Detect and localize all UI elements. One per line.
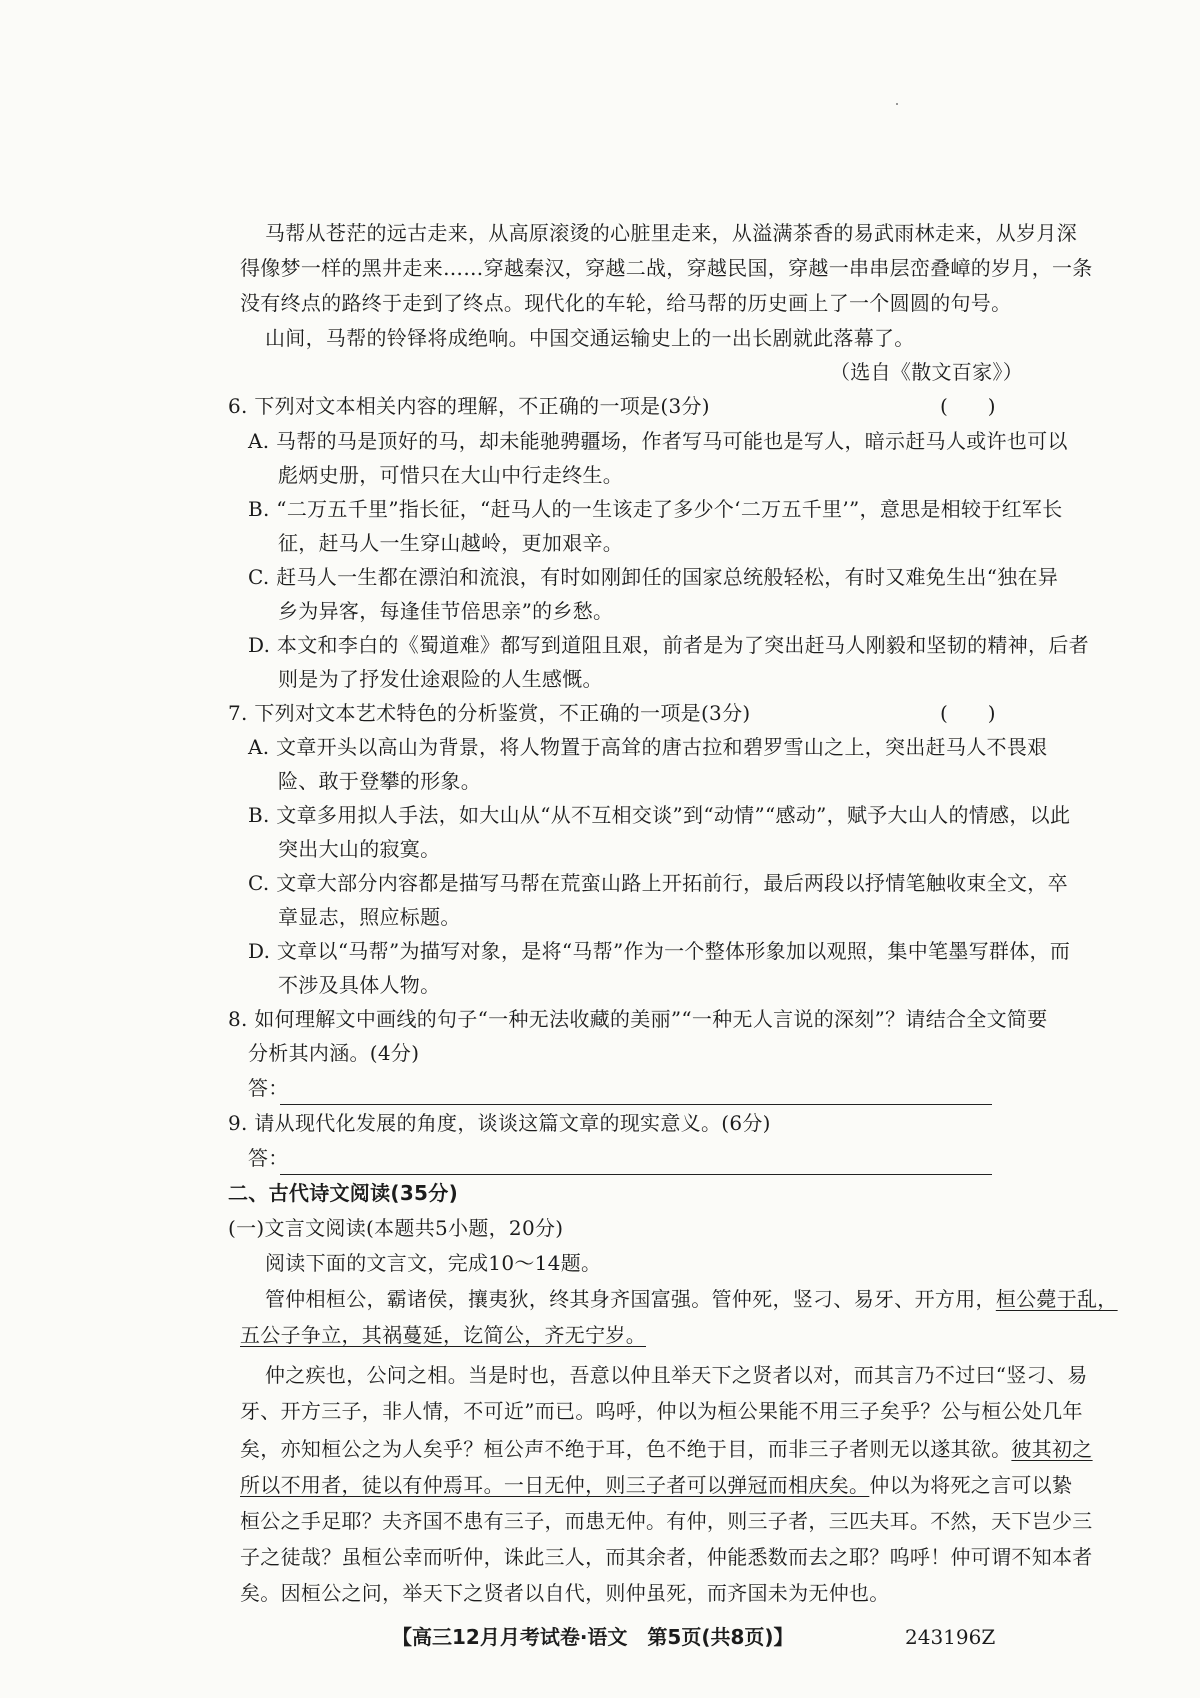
q9-answer-label: 答：: [248, 1146, 289, 1170]
q6-option-b: B. “二万五千里”指长征，“赶马人的一生该走了多少个‘二万五千里’”，意思是相较于红军长: [248, 497, 1063, 521]
q7-option-b: B. 文章多用拟人手法，如大山从“从不互相交谈”到“动情”“感动”，赋予大山人的情感，以此: [248, 803, 1071, 827]
q8-stem-cont: 分析其内涵。(4分): [248, 1041, 420, 1065]
classical-text-line: 仲之疾也，公问之相。当是时也，吾意以仲且举天下之贤者以对，而其言乃不过曰“竖刁、易: [265, 1363, 1088, 1387]
q6-option-a: A. 马帮的马是顶好的马，却未能驰骋疆场，作者写马可能也是写人，暗示赶马人或许也可以: [248, 429, 1068, 453]
underlined-sentence: 彼其初之: [1011, 1437, 1093, 1461]
classical-text-line: [240, 1320, 646, 1350]
classical-text-line: 牙、开方三子，非人情，不可近”而已。呜呼，仲以为桓公果能不用三子矣乎？公与桓公处几年: [240, 1399, 1083, 1423]
q7-option-a-cont: 险、敢于登攀的形象。: [278, 769, 481, 793]
q7-stem: 7. 下列对文本艺术特色的分析鉴赏，不正确的一项是(3分): [228, 701, 751, 725]
classical-text-span: 管仲相桓公，霸诸侯，攘夷狄，终其身齐国富强。管仲死，竖刁、易牙、开方用，: [265, 1287, 996, 1311]
classical-text-span: 矣，亦知桓公之为人矣乎？桓公声不绝于耳，色不绝于目，而非三子者则无以遂其欲。: [240, 1437, 1012, 1461]
q6-option-a-cont: 彪炳史册，可惜只在大山中行走终生。: [278, 463, 624, 487]
q7-option-b-cont: 突出大山的寂寞。: [278, 837, 441, 861]
q8-answer-blank[interactable]: [280, 1104, 992, 1105]
q7-answer-paren: ( ): [940, 701, 996, 725]
q7-option-d: D. 文章以“马帮”为描写对象，是将“马帮”作为一个整体形象加以观照，集中笔墨写群体，而: [248, 939, 1071, 963]
classical-text-line: [240, 1470, 1072, 1500]
q8-stem: 8. 如何理解文中画线的句子“一种无法收藏的美丽”“一种无人言说的深刻”？请结合全文简要: [228, 1007, 1048, 1031]
q6-option-c-cont: 乡为异客，每逢佳节倍思亲”的乡愁。: [278, 599, 614, 623]
q9-answer-blank[interactable]: [280, 1174, 992, 1175]
classical-text-line: 桓公之手足耶？夫齐国不患有三子，而患无仲。有仲，则三子者，三匹夫耳。不然，天下岂少三: [240, 1509, 1093, 1533]
classical-text-line: 矣。因桓公之问，举天下之贤者以自代，则仲虽死，而齐国未为无仲也。: [240, 1581, 890, 1605]
section-heading: 二、古代诗文阅读(35分): [228, 1181, 459, 1205]
q8-answer-label: 答：: [248, 1076, 289, 1100]
classical-text-span: 仲以为将死之言可以絷: [869, 1473, 1073, 1497]
q7-option-d-cont: 不涉及具体人物。: [278, 973, 441, 997]
q7-option-a: A. 文章开头以高山为背景，将人物置于高耸的唐古拉和碧罗雪山之上，突出赶马人不畏艰: [248, 735, 1048, 759]
passage-source: （选自《散文百家》）: [830, 360, 1023, 384]
underlined-sentence: 所以不用者，徒以有仲焉耳。一日无仲，则三子者可以弹冠而相庆矣。: [240, 1473, 870, 1497]
classical-text-line: 子之徒哉？虽桓公幸而听仲，诛此三人，而其余者，仲能悉数而去之耶？呜呼！仲可谓不知本者: [240, 1545, 1093, 1569]
q7-option-c: C. 文章大部分内容都是描写马帮在荒蛮山路上开拓前行，最后两段以抒情笔触收束全文，卒: [248, 871, 1068, 895]
underlined-sentence: 桓公薨于乱，: [995, 1287, 1118, 1311]
underlined-sentence: 五公子争立，其祸蔓延，讫简公，齐无宁岁。: [240, 1323, 646, 1347]
passage-line: 没有终点的路终于走到了终点。现代化的车轮，给马帮的历史画上了一个圆圆的句号。: [240, 291, 1012, 315]
passage-line: 马帮从苍茫的远古走来，从高原滚烫的心脏里走来，从溢满茶香的易武雨林走来，从岁月深: [265, 221, 1077, 245]
passage-line: 得像梦一样的黑井走来……穿越秦汉，穿越二战，穿越民国，穿越一串串层峦叠嶂的岁月，一条: [240, 256, 1093, 280]
q6-option-c: C. 赶马人一生都在漂泊和流浪，有时如刚卸任的国家总统般轻松，有时又难免生出“独在异: [248, 565, 1059, 589]
classical-text-line: [240, 1434, 1093, 1464]
exam-code: 243196Z: [905, 1625, 996, 1649]
reading-instruction: 阅读下面的文言文，完成10～14题。: [265, 1251, 602, 1275]
q9-stem: 9. 请从现代化发展的角度，谈谈这篇文章的现实意义。(6分): [228, 1111, 771, 1135]
scan-speck: [896, 103, 898, 105]
q6-option-b-cont: 征，赶马人一生穿山越岭，更加艰辛。: [278, 531, 624, 555]
q6-stem: 6. 下列对文本相关内容的理解，不正确的一项是(3分): [228, 394, 710, 418]
q6-answer-paren: ( ): [940, 394, 996, 418]
subsection-heading: (一)文言文阅读(本题共5小题，20分): [228, 1216, 564, 1240]
page-footer: 【高三12月月考试卷·语文 第5页(共8页)】: [392, 1625, 794, 1649]
q6-option-d-cont: 则是为了抒发仕途艰险的人生感慨。: [278, 667, 603, 691]
classical-text-line: [265, 1284, 1118, 1314]
q6-option-d: D. 本文和李白的《蜀道难》都写到道阻且艰，前者是为了突出赶马人刚毅和坚韧的精神，后者: [248, 633, 1089, 657]
q7-option-c-cont: 章显志，照应标题。: [278, 905, 461, 929]
passage-line: 山间，马帮的铃铎将成绝响。中国交通运输史上的一出长剧就此落幕了。: [265, 326, 915, 350]
